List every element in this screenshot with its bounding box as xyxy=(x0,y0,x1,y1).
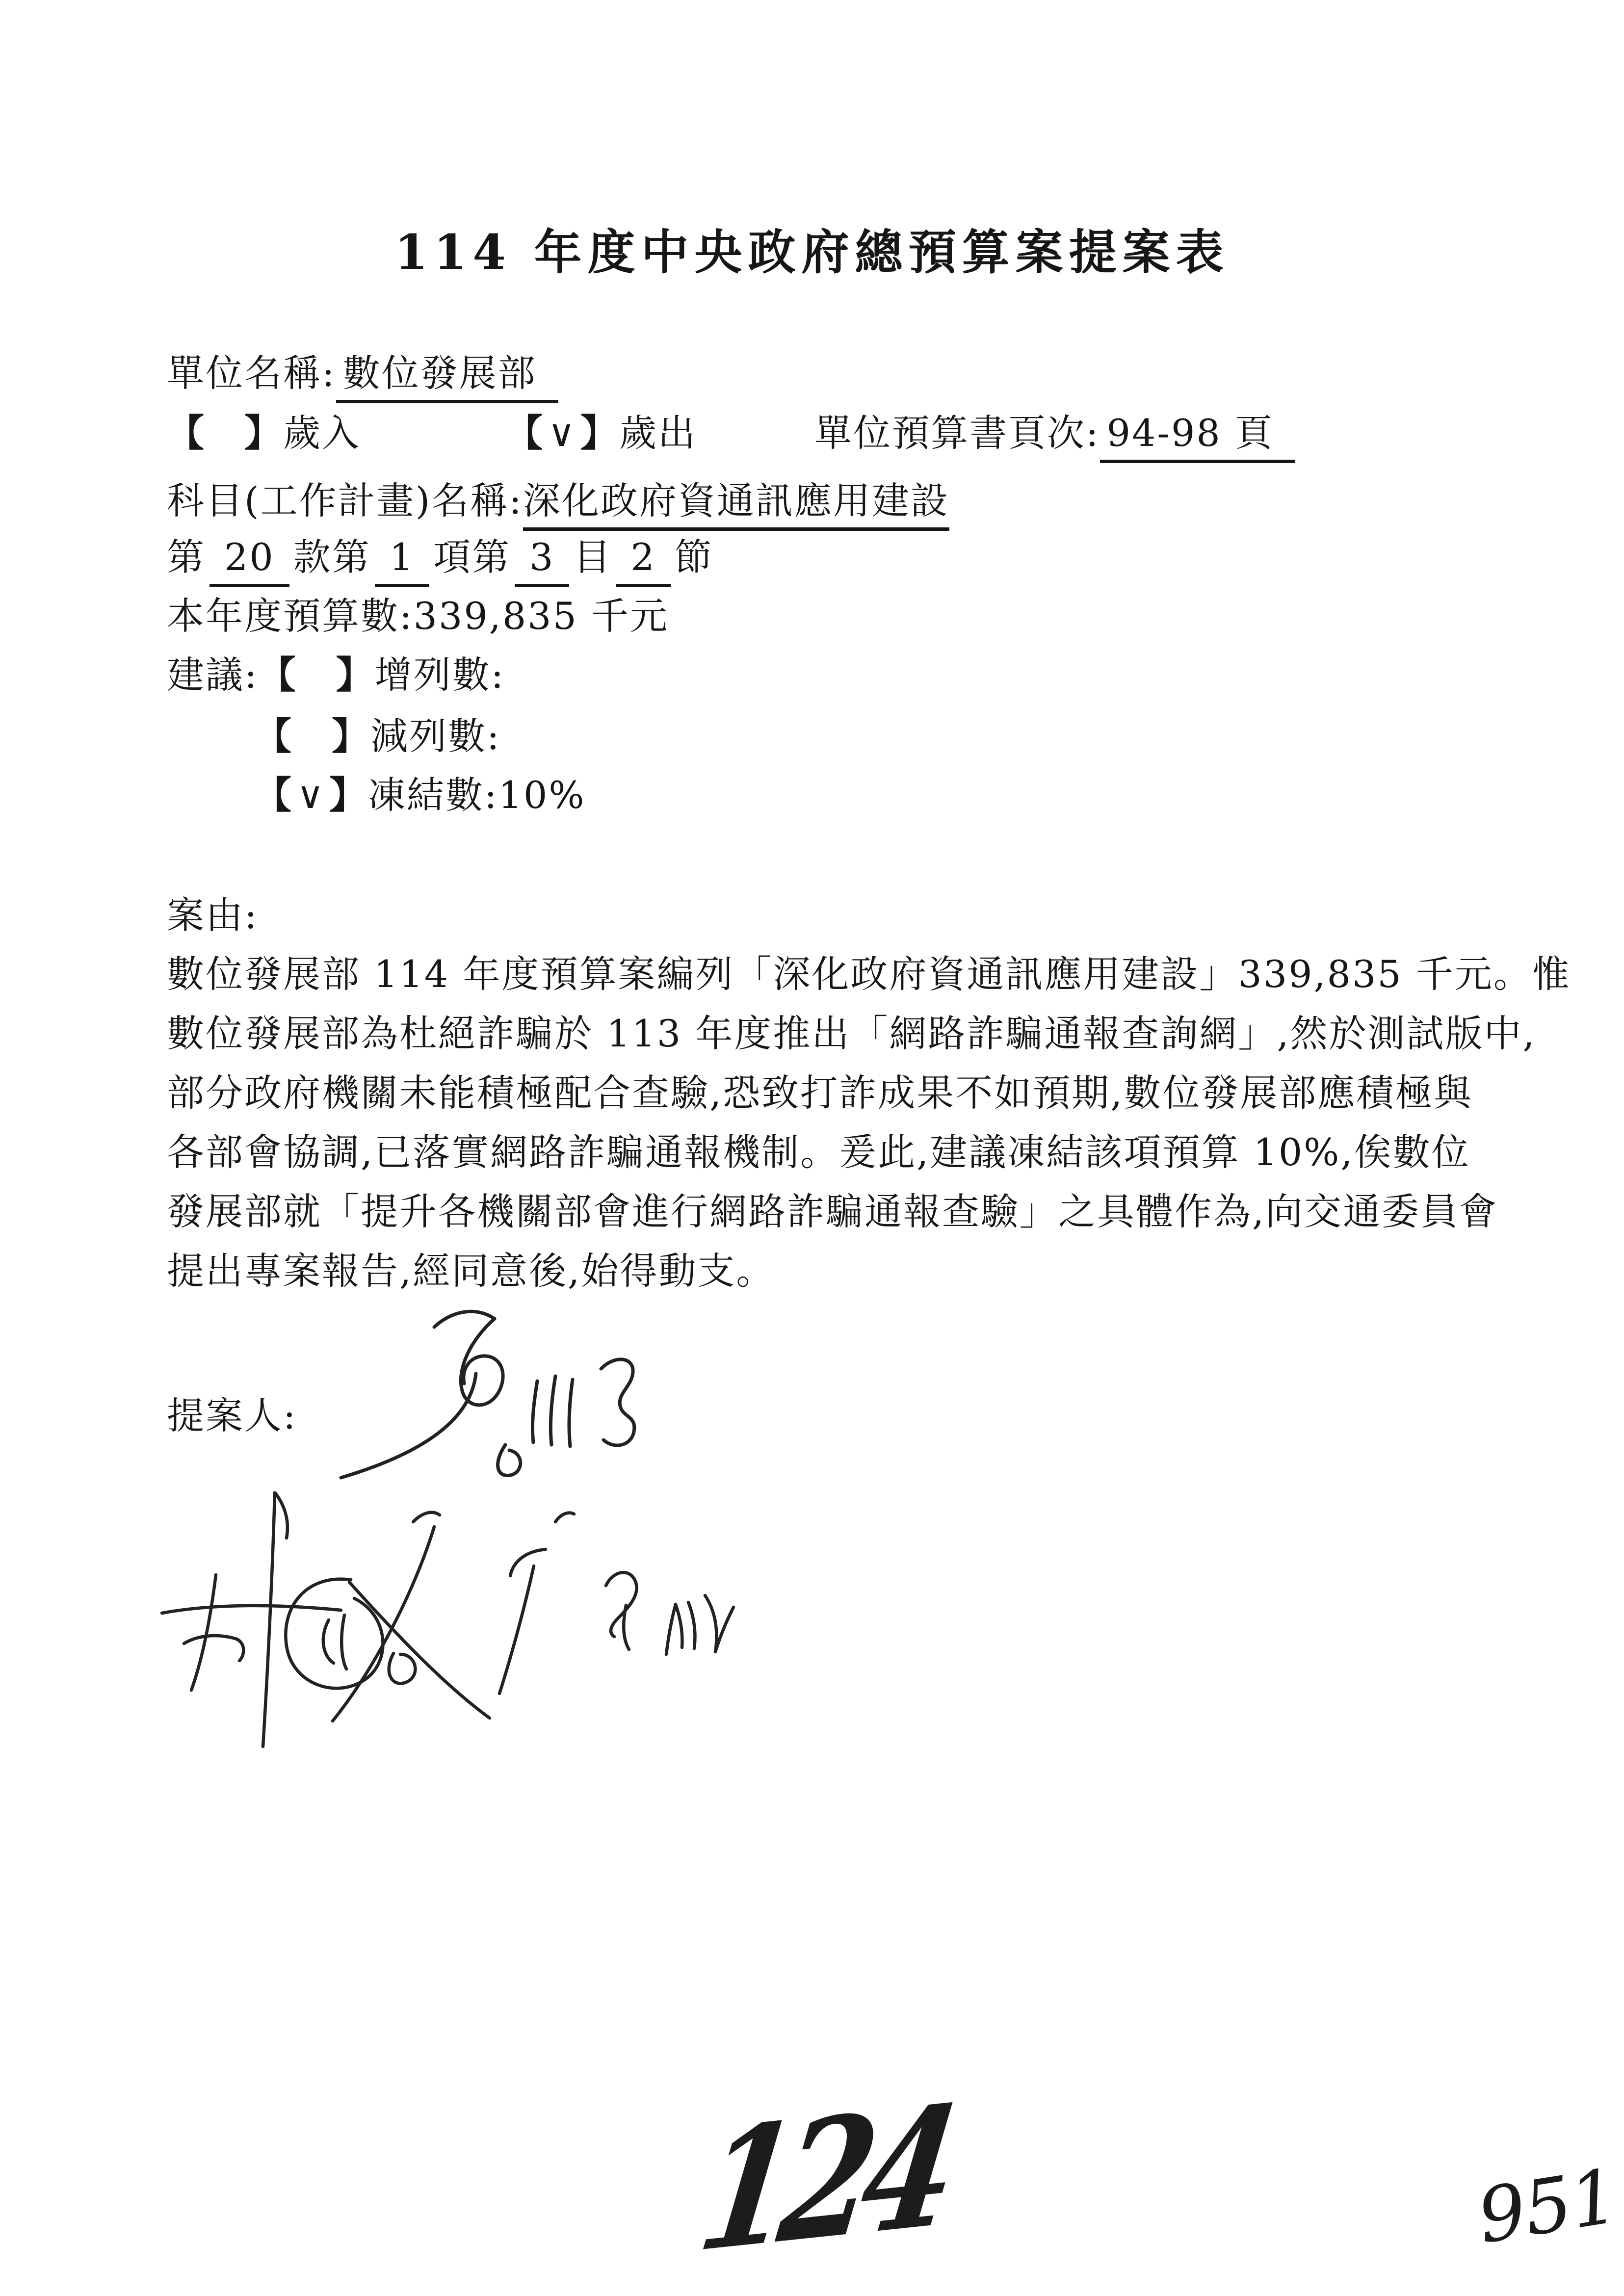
case-line-1: 數位發展部 114 年度預算案編列「深化政府資通訊應用建設」339,835 千元。惟 xyxy=(167,952,1571,996)
clause-prefix-1: 第 xyxy=(167,535,206,579)
suggestion-label: 建議: xyxy=(167,653,259,697)
increase-label: 增列數: xyxy=(374,653,505,697)
suggestion-freeze-row xyxy=(167,765,586,819)
handwritten-corner-number: 951 xyxy=(1472,2152,1624,2260)
budget-pages-field xyxy=(814,403,1295,457)
unit-name-row xyxy=(167,343,558,397)
revenue-checkbox xyxy=(167,411,361,455)
case-line-6: 提出專案報告,經同意後,始得動支。 xyxy=(167,1249,775,1293)
clause-prefix-2: 款第 xyxy=(293,535,371,579)
clause-prefix-4: 目 xyxy=(573,535,612,579)
freeze-label: 凍結數: xyxy=(368,773,498,817)
decrease-label: 減列數: xyxy=(370,714,501,758)
decrease-checkmark xyxy=(293,706,332,760)
freeze-checkmark: ∨ xyxy=(296,773,326,817)
case-line-5: 發展部就「提升各機關部會進行網路詐騙通報查驗」之具體作為,向交通委員會 xyxy=(167,1190,1498,1233)
clause-number-3: 3 xyxy=(515,535,569,587)
case-line-3: 部分政府機關未能積極配合查驗,恐致打詐成果不如預期,數位發展部應積極與 xyxy=(167,1071,1473,1115)
revenue-checkmark xyxy=(206,403,244,457)
case-line-2: 數位發展部為杜絕詐騙於 113 年度推出「網路詐騙通報查詢網」,然於測試版中, xyxy=(167,1012,1536,1055)
clause-row xyxy=(167,527,713,581)
increase-bracket-close: 】 xyxy=(336,653,375,697)
handwritten-page-number: 124 xyxy=(689,2069,959,2289)
case-label: 案由: xyxy=(167,893,259,937)
revenue-bracket-open: 【 xyxy=(167,411,206,455)
subject-value: 深化政府資通訊應用建設 xyxy=(523,479,949,531)
category-row xyxy=(167,403,1274,457)
clause-suffix: 節 xyxy=(674,535,713,579)
expenditure-checkmark: ∨ xyxy=(548,411,577,455)
case-line-4: 各部會協調,已落實網路詐騙通報機制。爰此,建議凍結該項預算 10%,俟數位 xyxy=(167,1130,1470,1174)
clause-number-2: 1 xyxy=(375,535,429,587)
expenditure-bracket-open: 【 xyxy=(505,411,544,455)
freeze-bracket-open: 【 xyxy=(254,773,293,817)
unit-name-value: 數位發展部 xyxy=(336,351,558,403)
suggestion-decrease-row xyxy=(167,706,501,760)
proposer-label: 提案人: xyxy=(167,1394,297,1437)
budget-amount-label: 本年度預算數: xyxy=(167,594,414,638)
budget-pages-label: 單位預算書頁次: xyxy=(814,411,1100,455)
expenditure-checkbox xyxy=(505,403,697,457)
freeze-value: 10% xyxy=(498,773,586,817)
budget-pages-value: 94-98 頁 xyxy=(1100,411,1295,463)
budget-amount-row xyxy=(167,586,669,640)
clause-number-1: 20 xyxy=(210,535,289,587)
subject-label: 科目(工作計畫)名稱: xyxy=(167,479,523,522)
revenue-label: 歲入 xyxy=(283,411,361,455)
unit-name-label: 單位名稱: xyxy=(167,351,336,395)
decrease-bracket-open: 【 xyxy=(254,714,293,758)
expenditure-label: 歲出 xyxy=(619,411,697,455)
clause-number-4: 2 xyxy=(616,535,670,587)
proposer-signature-1 xyxy=(314,1305,662,1491)
expenditure-bracket-close: 】 xyxy=(580,411,619,455)
case-body xyxy=(167,944,1571,1301)
increase-bracket-open: 【 xyxy=(258,653,297,697)
revenue-bracket-close: 】 xyxy=(244,411,283,455)
proposer-signature-2 xyxy=(118,1491,741,1751)
subject-row xyxy=(167,471,949,524)
clause-prefix-3: 項第 xyxy=(433,535,511,579)
freeze-bracket-close: 】 xyxy=(329,773,368,817)
decrease-bracket-close: 】 xyxy=(332,714,370,758)
budget-amount-value: 339,835 千元 xyxy=(413,594,669,638)
page-title: 114 年度中央政府總預算案提案表 xyxy=(394,224,1230,280)
increase-checkmark xyxy=(297,645,336,699)
suggestion-increase-row xyxy=(167,645,505,699)
